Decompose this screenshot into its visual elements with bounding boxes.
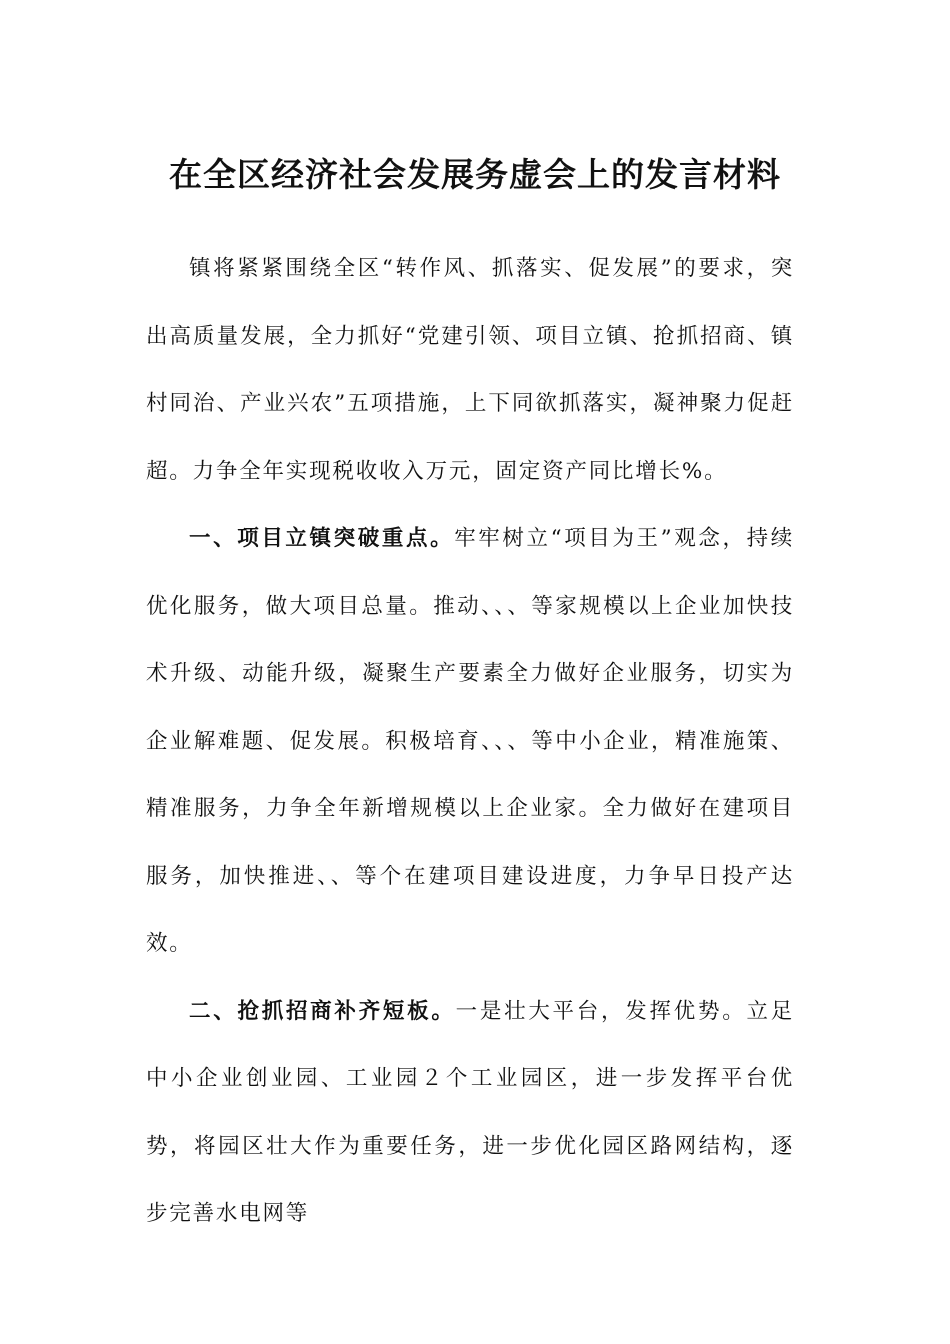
section-heading: 一、项目立镇突破重点。 — [189, 526, 455, 551]
paragraph-text: 一是壮大平台，发挥优势。立足中小企业创业园、工业园２个工业园区，进一步发挥平台优势，将园区壮大作为重要任务，进一步优化园区路网结构，逐步完善水电网等 — [146, 998, 794, 1226]
paragraph-text: 牢牢树立“项目为王”观念，持续优化服务，做大项目总量。推动、、、等家规模以上企业加快技术升级、动能升级，凝聚生产要素全力做好企业服务，切实为企业解难题、促发展。积极培育、、、等中小企业，精准施策、精准服务，力争全年新增规模以上企业家。全力做好在建项目服务，加快推进、、等个在建项目建设进度，力争早日投产达效。 — [146, 526, 795, 956]
section-heading: 二、抢抓招商补齐短板。 — [189, 998, 456, 1024]
document-title: 在全区经济社会发展务虚会上的发言材料 — [169, 155, 781, 195]
paragraph-section-2 — [146, 978, 794, 1248]
paragraph-text: 镇将紧紧围绕全区“转作风、抓落实、促发展”的要求，突出高质量发展，全力抓好“党建引领、项目立镇、抢抓招商、镇村同治、产业兴农”五项措施，上下同欲抓落实，凝神聚力促赶超。力争全年实现税收收入万元，固定资产同比增长%。 — [146, 256, 794, 484]
document-body — [146, 235, 794, 1248]
paragraph-intro — [146, 235, 794, 505]
paragraph-section-1 — [146, 505, 794, 978]
